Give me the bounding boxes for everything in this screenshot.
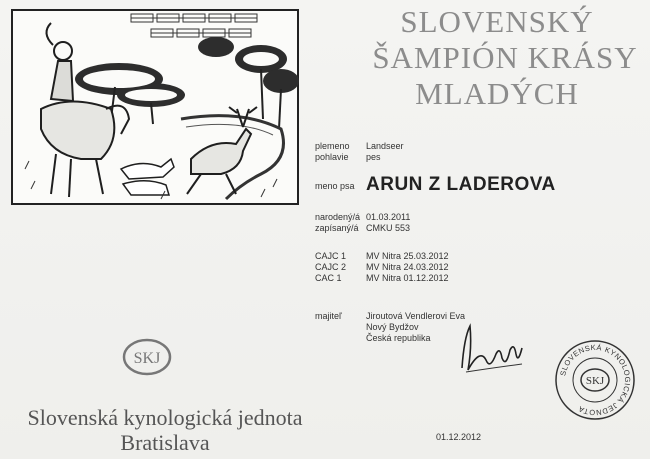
certificate-title-line-2: ŠAMPIÓN KRÁSY <box>372 40 638 75</box>
birth-date-value: 01.03.2011 <box>366 212 411 222</box>
official-round-stamp <box>553 338 637 422</box>
hunting-woodcut-illustration <box>11 9 299 205</box>
registration-label: zapísaný/á <box>315 223 359 233</box>
sex-value: pes <box>366 152 381 162</box>
award-label: CAC 1 <box>315 273 342 283</box>
skj-logo <box>122 338 172 376</box>
award-label: CAJC 2 <box>315 262 347 272</box>
dog-name-value: ARUN Z LADEROVA <box>366 174 556 195</box>
breed-label: plemeno <box>315 141 350 151</box>
svg-text:SKJ: SKJ <box>585 375 605 387</box>
birth-date-label: narodený/á <box>315 212 361 222</box>
award-label: CAJC 1 <box>315 251 347 261</box>
svg-text:SKJ: SKJ <box>133 350 161 367</box>
award-value: MV Nitra 01.12.2012 <box>366 273 449 283</box>
owner-country: Česká republika <box>366 333 431 343</box>
dog-name-label: meno psa <box>315 181 355 191</box>
award-value: MV Nitra 25.03.2012 <box>366 251 449 261</box>
owner-name: Jiroutová Vendlerovi Eva <box>366 311 466 321</box>
registration-value: CMKU 553 <box>366 223 411 233</box>
svg-text:SLOVENSKÁ KYNOLOGICKÁ JEDNOTA: SLOVENSKÁ KYNOLOGICKÁ JEDNOTA <box>558 342 633 418</box>
organization-city: Bratislava <box>120 430 210 455</box>
certificate-title-line-3: MLADÝCH <box>415 76 579 111</box>
sex-label: pohlavie <box>315 152 349 162</box>
award-value: MV Nitra 24.03.2012 <box>366 262 449 272</box>
owner-city: Nový Bydžov <box>366 322 419 332</box>
owner-label: majiteľ <box>315 311 342 321</box>
breed-value: Landseer <box>366 141 404 151</box>
organization-name: Slovenská kynologická jednota <box>27 405 303 430</box>
certificate-title-line-1: SLOVENSKÝ <box>400 4 594 39</box>
handwritten-signature <box>456 318 528 374</box>
issue-date: 01.12.2012 <box>436 432 482 442</box>
